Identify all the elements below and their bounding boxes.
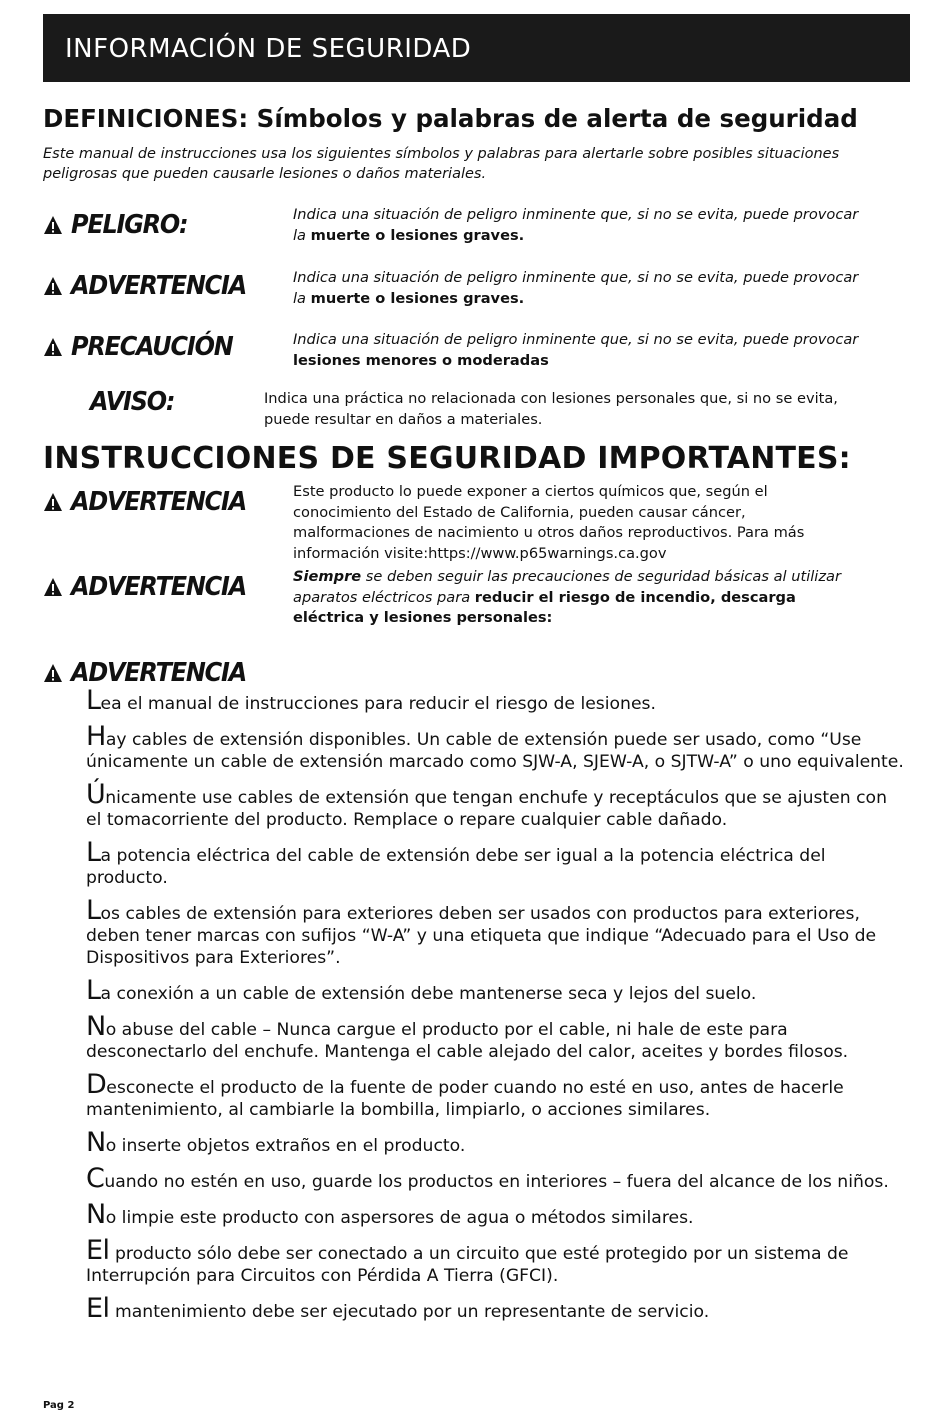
signal-description: Indica una situación de peligro inminente que, si no se evita, puede provocar lesiones menores o moderadas (293, 331, 859, 369)
definitions-intro: Este manual de instrucciones usa los siguientes símbolos y palabras para alertarle sobre posibles situaciones peligrosas que pueden causarle lesiones o daños materiales. (43, 146, 840, 182)
list-item: La conexión a un cable de extensión debe mantenerse seca y lejos del suelo. (86, 975, 757, 1006)
signal-word: AVISO: (90, 387, 175, 417)
signal-description: Indica una situación de peligro inminente que, si no se evita, puede provocar la muerte o lesiones graves. (293, 206, 859, 244)
section-title: INFORMACIÓN DE SEGURIDAD (65, 34, 472, 64)
signal-description: Indica una práctica no relacionada con lesiones personales que, si no se evita, puede resultar en daños a materiales. (264, 390, 838, 428)
warning-triangle-icon (43, 492, 63, 512)
warning-triangle-icon (43, 276, 63, 296)
list-item: Los cables de extensión para exteriores deben ser usados con productos para exteriores, deben tener marcas con sufijos “W-A” y una etiqueta que indique “Adecuado para el Uso de Dispositivos para Exteriores”. (86, 895, 877, 968)
signal-word: ADVERTENCIA (71, 658, 247, 688)
list-item: La potencia eléctrica del cable de extensión debe ser igual a la potencia eléctrica del producto. (86, 837, 826, 888)
list-item: No inserte objetos extraños en el producto. (86, 1127, 466, 1158)
list-item: No limpie este producto con aspersores de agua o métodos similares. (86, 1199, 694, 1230)
list-item: Lea el manual de instrucciones para reducir el riesgo de lesiones. (86, 685, 656, 716)
warning-triangle-icon (43, 577, 63, 597)
definitions-heading: DEFINICIONES: Símbolos y palabras de alerta de seguridad (43, 104, 858, 133)
signal-word: ADVERTENCIA (71, 487, 247, 517)
list-item: El producto sólo debe ser conectado a un circuito que esté protegido por un sistema de Interrupción para Circuitos con Pérdida A Tierra (GFCI). (86, 1235, 849, 1286)
warning-triangle-icon (43, 215, 63, 235)
signal-word: ADVERTENCIA (71, 271, 247, 301)
signal-description: Indica una situación de peligro inminente que, si no se evita, puede provocar la muerte o lesiones graves. (293, 269, 859, 307)
warning-triangle-icon (43, 337, 63, 357)
list-item: El mantenimiento debe ser ejecutado por un representante de servicio. (86, 1293, 710, 1324)
signal-word: ADVERTENCIA (71, 572, 247, 602)
list-item: Cuando no estén en uso, guarde los productos en interiores – fuera del alcance de los niños. (86, 1163, 889, 1194)
page-number: Pag 2 (43, 1400, 75, 1411)
safety-instructions-list (86, 685, 906, 1334)
warning-triangle-icon (43, 663, 63, 683)
warning-description: Siempre se deben seguir las precauciones de seguridad básicas al utilizar aparatos eléctricos para reducir el riesgo de incendio, descarga eléctrica y lesiones personales: (293, 568, 841, 626)
signal-word: PRECAUCIÓN (71, 332, 233, 362)
list-item: Desconecte el producto de la fuente de poder cuando no esté en uso, antes de hacerle mantenimiento, al cambiarle la bombilla, limpiarlo, o acciones similares. (86, 1069, 844, 1120)
important-heading: INSTRUCCIONES DE SEGURIDAD IMPORTANTES: (43, 441, 851, 476)
list-item: Únicamente use cables de extensión que tengan enchufe y receptáculos que se ajusten con el tomacorriente del producto. Remplace o repare cualquier cable dañado. (86, 779, 887, 830)
list-item: Hay cables de extensión disponibles. Un cable de extensión puede ser usado, como “Use únicamente un cable de extensión marcado como SJW-A, SJEW-A, o SJTW-A” o uno equivalente. (86, 721, 904, 772)
section-banner (43, 14, 910, 82)
list-item: No abuse del cable – Nunca cargue el producto por el cable, ni hale de este para desconectarlo del enchufe. Mantenga el cable alejado del calor, aceites y bordes filosos. (86, 1011, 849, 1062)
signal-word: PELIGRO: (71, 210, 188, 240)
warning-description: Este producto lo puede exponer a ciertos químicos que, según el conocimiento del Estado de California, pueden causar cáncer, malformaciones de nacimiento u otros daños reproductivos. Para más información visite:https://www.p65warnings.ca.gov (293, 483, 805, 562)
